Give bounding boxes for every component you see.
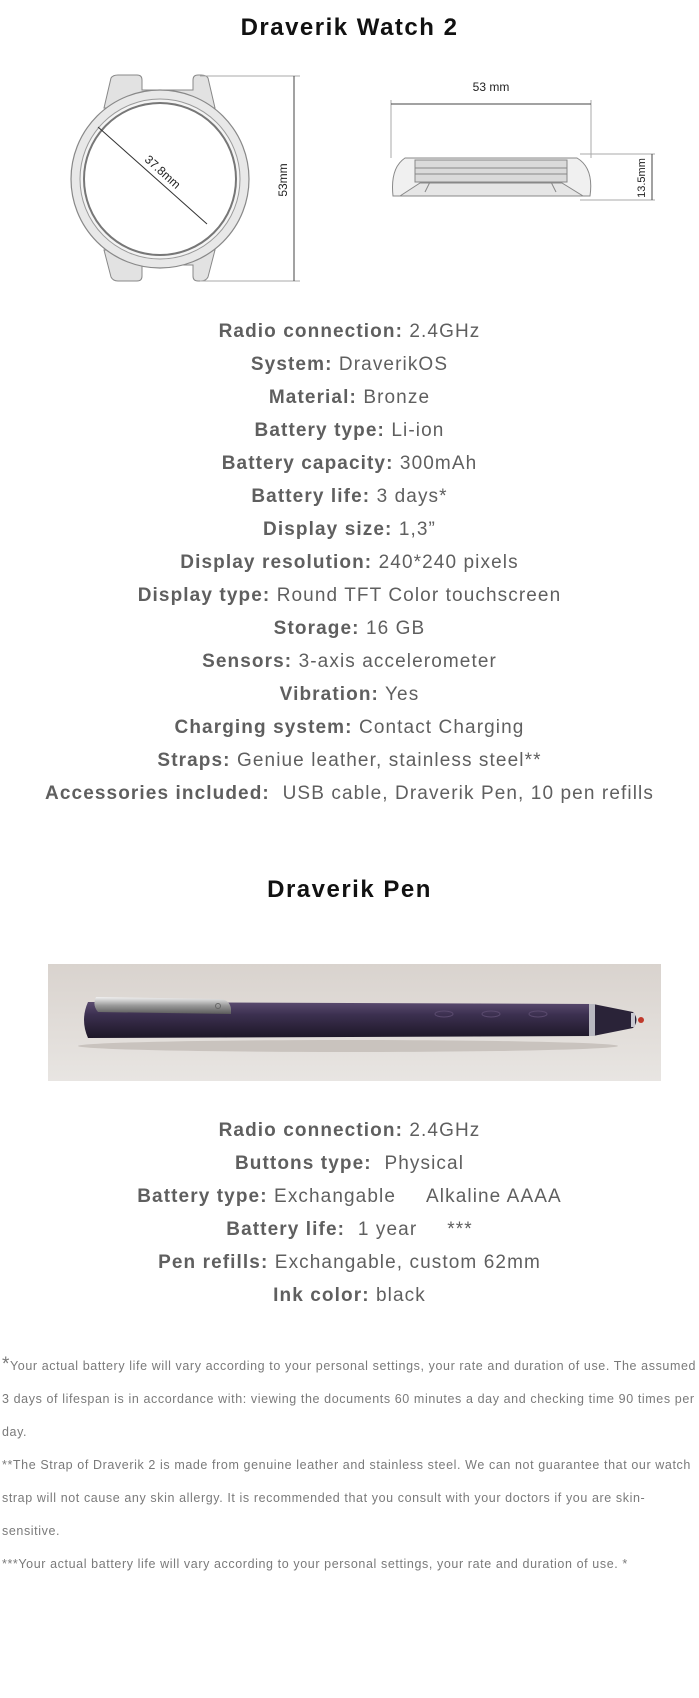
pen-photo	[48, 964, 661, 1081]
spec-system: System: DraverikOS	[250, 354, 449, 375]
pen-spec-battery-life: Battery life: 1 year ***	[226, 1219, 473, 1240]
footnote-strap: **The Strap of Draverik 2 is made from genuine leather and stainless steel. We can not guarantee that our watch strap will not cause any skin allergy. It is recommended that you consult with your doctors if you are skin-sensitive.	[2, 1458, 691, 1538]
spec-display-size: Display size: 1,3”	[263, 519, 436, 540]
footnote-battery: *Your actual battery life will vary according to your personal settings, your rate and duration of use. The assumed 3 days of lifespan is in accordance with: viewing the documents 60 minutes a day and checking time 90 times per day.	[2, 1354, 697, 1439]
height-label: 53mm	[276, 163, 290, 197]
pen-title: Draverik Pen	[267, 876, 432, 903]
spec-sensors: Sensors: 3-axis accelerometer	[202, 651, 497, 672]
pen-spec-buttons-type: Buttons type: Physical	[234, 1153, 465, 1174]
watch-spec-list	[0, 315, 699, 810]
spec-accessories: Accessories included: USB cable, Draverik Pen, 10 pen refills	[45, 783, 654, 804]
watch-technical-drawing	[0, 62, 699, 292]
thickness-label: 13.5mm	[636, 158, 648, 198]
spec-battery-capacity: Battery capacity: 300mAh	[221, 453, 478, 474]
spec-straps: Straps: Geniue leather, stainless steel**	[157, 750, 542, 771]
spec-charging-system: Charging system: Contact Charging	[174, 717, 525, 738]
spec-display-resolution: Display resolution: 240*240 pixels	[180, 552, 519, 573]
pen-spec-pen-refills: Pen refills: Exchangable, custom 62mm	[158, 1252, 541, 1273]
watch-front-view	[71, 75, 300, 281]
spec-material: Material: Bronze	[268, 387, 431, 408]
watch-title: Draverik Watch 2	[240, 14, 459, 41]
width-label: 53 mm	[472, 80, 510, 94]
footnotes	[2, 1348, 699, 1581]
pen-spec-ink-color: Ink color: black	[273, 1285, 426, 1306]
spec-battery-life: Battery life: 3 days*	[251, 486, 448, 507]
diameter-label: 37.8mm	[141, 152, 184, 192]
spec-battery-type: Battery type: Li-ion	[254, 420, 445, 441]
spec-storage: Storage: 16 GB	[273, 618, 426, 639]
spec-display-type: Display type: Round TFT Color touchscreen	[137, 585, 562, 606]
watch-side-view	[391, 100, 655, 200]
pen-spec-radio-connection: Radio connection: 2.4GHz	[218, 1120, 481, 1141]
pen-spec-battery-type: Battery type: Exchangable Alkaline AAAA	[137, 1186, 562, 1207]
footnote-pen-battery: ***Your actual battery life will vary according to your personal settings, your rate and duration of use. *	[2, 1557, 628, 1571]
spec-radio-connection: Radio connection: 2.4GHz	[218, 321, 481, 342]
pen-spec-list	[0, 1114, 699, 1312]
spec-vibration: Vibration: Yes	[279, 684, 420, 705]
